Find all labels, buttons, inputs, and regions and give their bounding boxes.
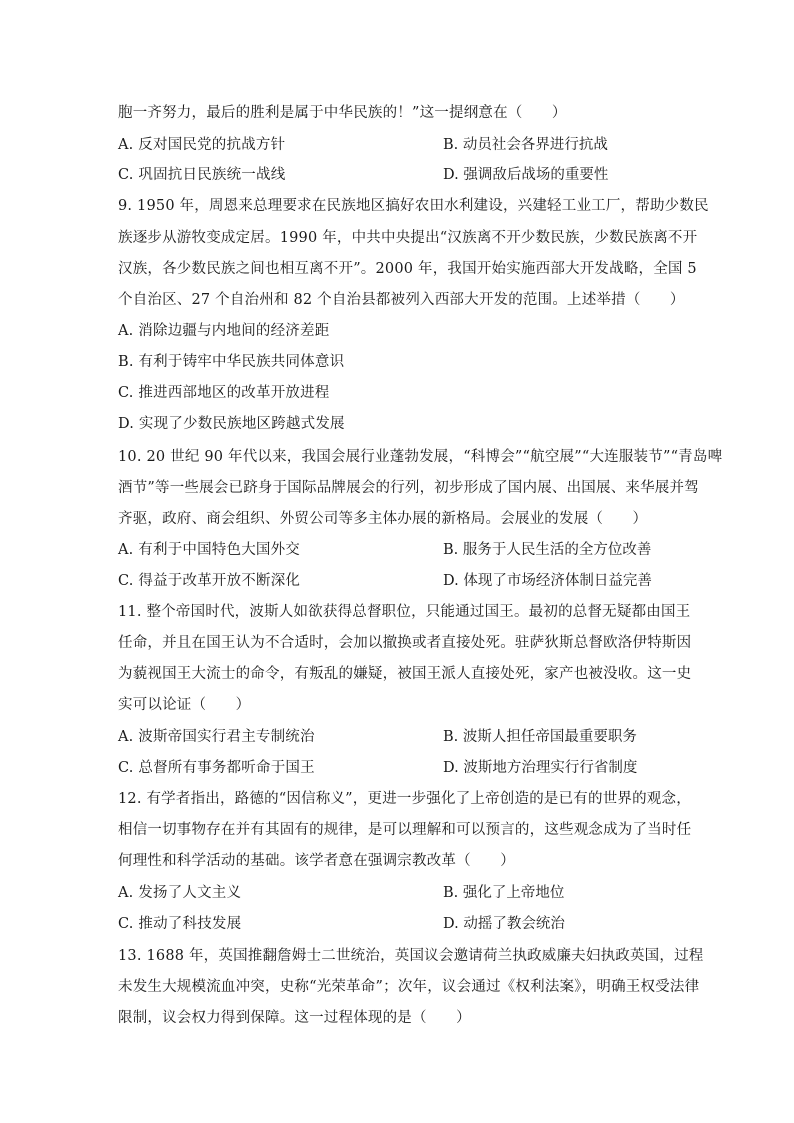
q11-option-a: A. 波斯帝国实行君主专制统治 xyxy=(118,729,315,745)
q8-option-a: A. 反对国民党的抗战方针 xyxy=(118,137,286,153)
q9-option-b: B. 有利于铸牢中华民族共同体意识 xyxy=(118,354,345,370)
q9-option-c: C. 推进西部地区的改革开放进程 xyxy=(118,385,330,401)
q12-option-b: B. 强化了上帝地位 xyxy=(443,885,565,901)
q8-option-d: D. 强调敌后战场的重要性 xyxy=(443,167,609,183)
q10-option-d: D. 体现了市场经济体制日益完善 xyxy=(443,573,652,589)
q10-option-b: B. 服务于人民生活的全方位改善 xyxy=(443,542,652,558)
q8-stem-line-1: 胞一齐努力，最后的胜利是属于中华民族的！”这一提纲意在（ ） xyxy=(118,105,567,121)
q11-option-d: D. 波斯地方治理实行行省制度 xyxy=(443,760,638,776)
q11-stem-line-2: 任命，并且在国王认为不合适时，会加以撤换或者直接处死。驻萨狄斯总督欧洛伊特斯因 xyxy=(118,635,692,651)
q12-option-a: A. 发扬了人文主义 xyxy=(118,885,242,901)
q12-stem-line-2: 相信一切事物存在并有其固有的规律，是可以理解和可以预言的，这些观念成为了当时任 xyxy=(118,822,692,838)
q11-stem-line-4: 实可以论证（ ） xyxy=(118,697,251,713)
q9-option-d: D. 实现了少数民族地区跨越式发展 xyxy=(118,416,345,432)
q13-stem-line-1: 13. 1688 年，英国推翻詹姆士二世统治，英国议会邀请荷兰执政威廉夫妇执政英国，过程 xyxy=(118,948,704,964)
q9-stem-line-2: 族逐步从游牧变成定居。1990 年，中共中央提出“汉族离不开少数民族，少数民族离不开 xyxy=(118,230,698,246)
q11-option-b: B. 波斯人担任帝国最重要职务 xyxy=(443,729,637,745)
q9-option-a: A. 消除边疆与内地间的经济差距 xyxy=(118,323,330,339)
q12-option-d: D. 动摇了教会统治 xyxy=(443,916,565,932)
q13-stem-line-3: 限制，议会权力得到保障。这一过程体现的是（ ） xyxy=(118,1010,471,1026)
q10-stem-line-3: 齐驱，政府、商会组织、外贸公司等多主体办展的新格局。会展业的发展（ ） xyxy=(118,511,648,527)
q11-stem-line-3: 为藐视国王大流士的命令，有叛乱的嫌疑，被国王派人直接处死，家产也被没收。这一史 xyxy=(118,666,692,682)
q13-stem-line-2: 未发生大规模流血冲突，史称“光荣革命”；次年，议会通过《权利法案》，明确王权受法律 xyxy=(118,979,700,995)
q9-stem-line-4: 个自治区、27 个自治州和 82 个自治县都被列入西部大开发的范围。上述举措（ ） xyxy=(118,292,685,308)
q10-stem-line-1: 10. 20 世纪 90 年代以来，我国会展行业蓬勃发展，“科博会”“航空展”“大连服装节”“青岛啤 xyxy=(118,449,723,465)
q10-option-a: A. 有利于中国特色大国外交 xyxy=(118,542,300,558)
q11-stem-line-1: 11. 整个帝国时代，波斯人如欲获得总督职位，只能通过国王。最初的总督无疑都由国王 xyxy=(118,604,691,620)
q8-option-b: B. 动员社会各界进行抗战 xyxy=(443,137,608,153)
q12-stem-line-1: 12. 有学者指出，路德的“因信称义”，更进一步强化了上帝创造的是已有的世界的观念， xyxy=(118,791,691,807)
q10-stem-line-2: 酒节”等一些展会已跻身于国际品牌展会的行列，初步形成了国内展、出国展、来华展并驾 xyxy=(118,480,699,496)
q9-stem-line-1: 9. 1950 年，周恩来总理要求在民族地区搞好农田水利建设，兴建轻工业工厂，帮助少数民 xyxy=(118,198,709,214)
q12-option-c: C. 推动了科技发展 xyxy=(118,916,242,932)
q11-option-c: C. 总督所有事务都听命于国王 xyxy=(118,760,315,776)
q12-stem-line-3: 何理性和科学活动的基础。该学者意在强调宗教改革（ ） xyxy=(118,853,515,869)
q10-option-c: C. 得益于改革开放不断深化 xyxy=(118,573,301,589)
q9-stem-line-3: 汉族，各少数民族之间也相互离不开”。2000 年，我国开始实施西部大开发战略，全国 5 xyxy=(118,261,697,277)
q8-option-c: C. 巩固抗日民族统一战线 xyxy=(118,167,286,183)
